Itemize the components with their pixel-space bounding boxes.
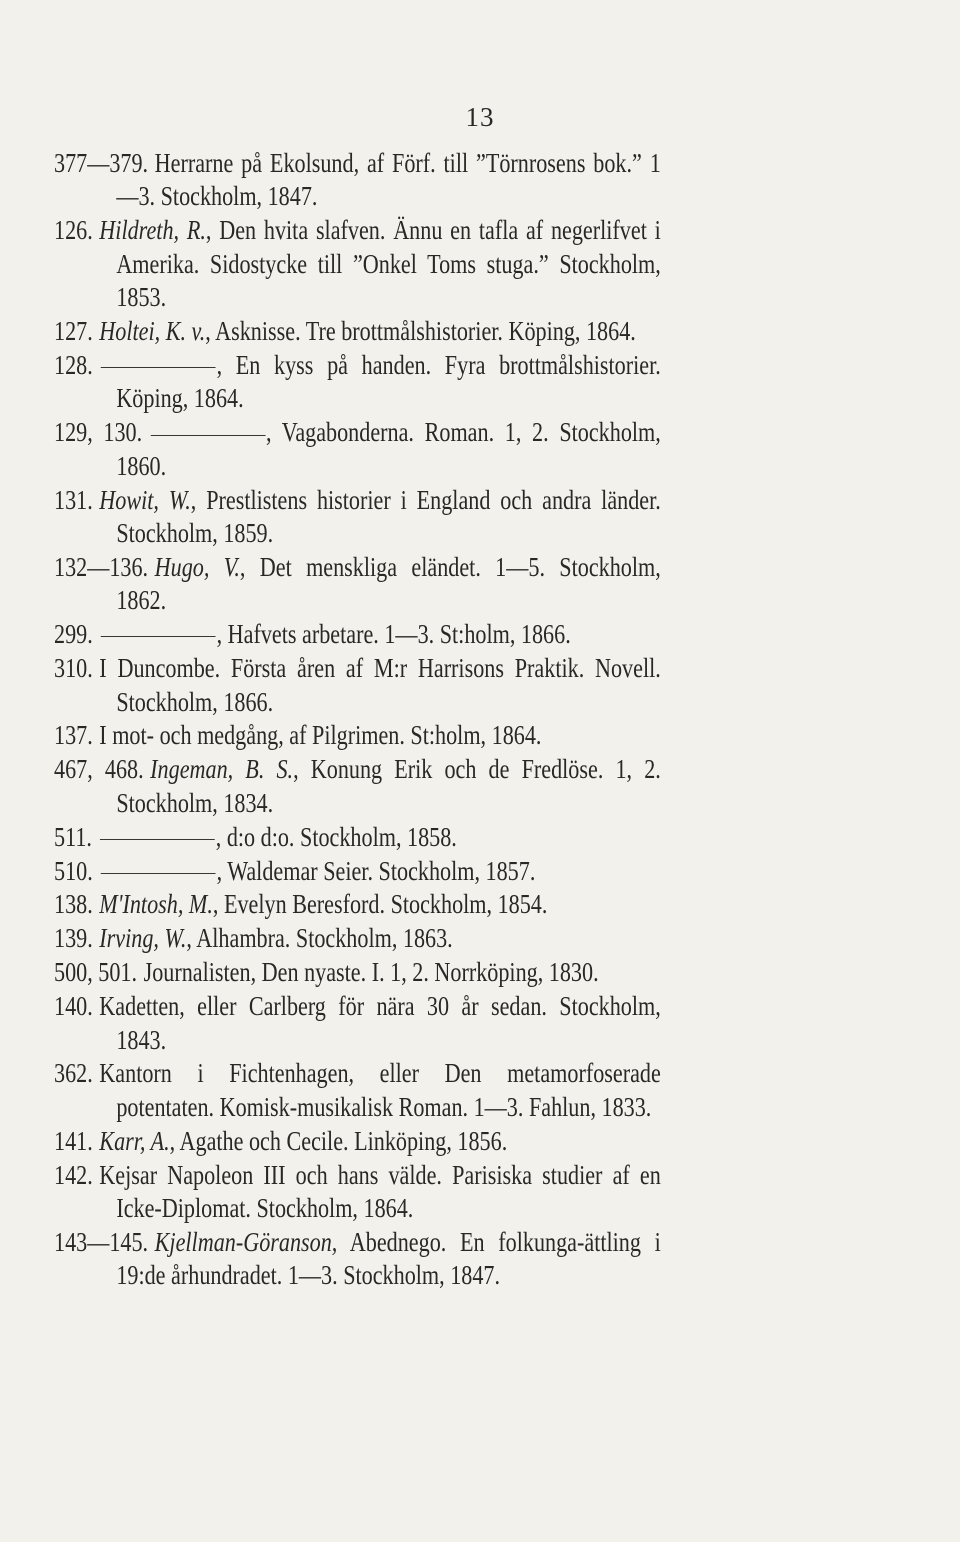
entry-text: , d:o d:o. Stockholm, 1858. [215,821,457,852]
entry-number: 139. [54,923,93,954]
entry-text: Journalisten, Den nyaste. I. 1, 2. Norrköping, 1830. [143,957,599,988]
entry-text: Abednego. En folkunga-ättling i 19:de århundradet. 1—3. Stockholm, 1847. [116,1227,661,1291]
entry-number: 129, 130. [54,417,143,448]
entry-text: Kadetten, eller Carlberg för nära 30 år sedan. Stockholm, 1843. [99,991,661,1055]
entry-text: , Konung Erik och de Fredlöse. 1, 2. Stockholm, 1834. [116,754,661,818]
catalogue-entry [54,888,661,921]
entry-number: 128. [54,349,93,380]
catalogue-entry [54,1226,661,1293]
ditto-dash [150,435,265,436]
catalogue-entry [54,147,661,214]
entry-number: 140. [54,991,93,1022]
entry-author: Hugo, V. [154,551,240,582]
entry-number: 299. [54,619,93,650]
ditto-dash [101,873,216,874]
entry-number: 510. [54,855,93,886]
entry-author: Ingeman, B. S. [150,754,294,785]
entry-author: Holtei, K. v. [99,316,206,347]
entry-author: Karr, A. [99,1125,170,1156]
catalogue-entry [54,821,661,854]
entry-text: , Den hvita slafven. Ännu en tafla af negerlifvet i Amerika. Sidostycke till ”Onkel Toms stuga.” Stockholm, 1853. [116,215,661,313]
entry-author: M'Intosh, M. [99,889,213,920]
catalogue-entry [54,214,661,314]
catalogue-entries [54,147,661,1293]
entry-text: , Alhambra. Stockholm, 1863. [186,923,453,954]
catalogue-entry [54,956,661,989]
entry-number: 126. [54,215,93,246]
entry-number: 132—136. [54,551,149,582]
entry-text: , Prestlistens historier i England och andra länder. Stockholm, 1859. [116,484,661,548]
catalogue-entry [54,990,661,1057]
entry-number: 127. [54,316,93,347]
catalogue-entry [54,551,661,618]
entry-text: Kantorn i Fichtenhagen, eller Den metamorfoserade potentaten. Komisk-musikalisk Roman. 1—3. Fahlun, 1833. [99,1058,661,1122]
catalogue-entry [54,618,661,651]
ditto-dash [101,636,216,637]
catalogue-entry [54,416,661,483]
page-number: 13 [465,102,495,132]
entry-text: I Duncombe. Första åren af M:r Harrisons Praktik. Novell. Stockholm, 1866. [99,653,661,717]
entry-number: 362. [54,1058,93,1089]
entry-text: , En kyss på handen. Fyra brottmålshistorier. Köping, 1864. [116,349,661,414]
catalogue-entry [54,855,661,888]
entry-text: , Vagabonderna. Roman. 1, 2. Stockholm, 1860. [116,417,661,481]
entry-number: 500, 501. [54,957,138,988]
entry-text: , Evelyn Beresford. Stockholm, 1854. [212,889,548,920]
catalogue-entry [54,1125,661,1158]
catalogue-entry [54,315,661,348]
entry-author: Hildreth, R. [99,215,206,246]
catalogue-entry [54,349,661,416]
entry-text: , Det menskliga eländet. 1—5. Stockholm, 1862. [116,551,661,616]
entry-text: , Waldemar Seier. Stockholm, 1857. [216,855,536,886]
entry-number: 141. [54,1125,93,1156]
entry-text: Herrarne på Ekolsund, af Förf. till ”Törnrosens bok.” 1—3. Stockholm, 1847. [116,148,661,212]
entry-number: 137. [54,720,93,751]
entry-number: 377—379. [54,148,149,178]
catalogue-entry [54,1057,661,1124]
catalogue-entry [54,484,661,551]
catalogue-entry [54,753,661,820]
entry-number: 511. [54,821,92,852]
catalogue-entry [54,1159,661,1226]
entry-text: , Hafvets arbetare. 1—3. St:holm, 1866. [216,619,571,650]
entry-number: 143—145. [54,1227,149,1257]
entry-author: Kjellman-Göranson, [154,1227,338,1257]
entry-text: , Agathe och Cecile. Linköping, 1856. [169,1125,508,1156]
catalogue-entry [54,652,661,719]
entry-number: 138. [54,889,93,920]
entry-number: 131. [54,484,93,515]
ditto-dash [101,367,216,368]
entry-number: 310. [54,653,93,684]
entry-text: I mot- och medgång, af Pilgrimen. St:holm, 1864. [99,720,542,751]
entry-author: Howit, W. [99,484,191,515]
entry-text: , Asknisse. Tre brottmålshistorier. Köping, 1864. [205,316,636,347]
entry-number: 142. [54,1159,93,1190]
entry-text: Kejsar Napoleon III och hans välde. Parisiska studier af en Icke-Diplomat. Stockholm, 1864. [99,1159,661,1224]
catalogue-entry [54,922,661,955]
ditto-dash [100,839,215,840]
entry-author: Irving, W. [99,923,187,954]
catalogue-entry [54,719,661,752]
entry-number: 467, 468. [54,754,144,785]
